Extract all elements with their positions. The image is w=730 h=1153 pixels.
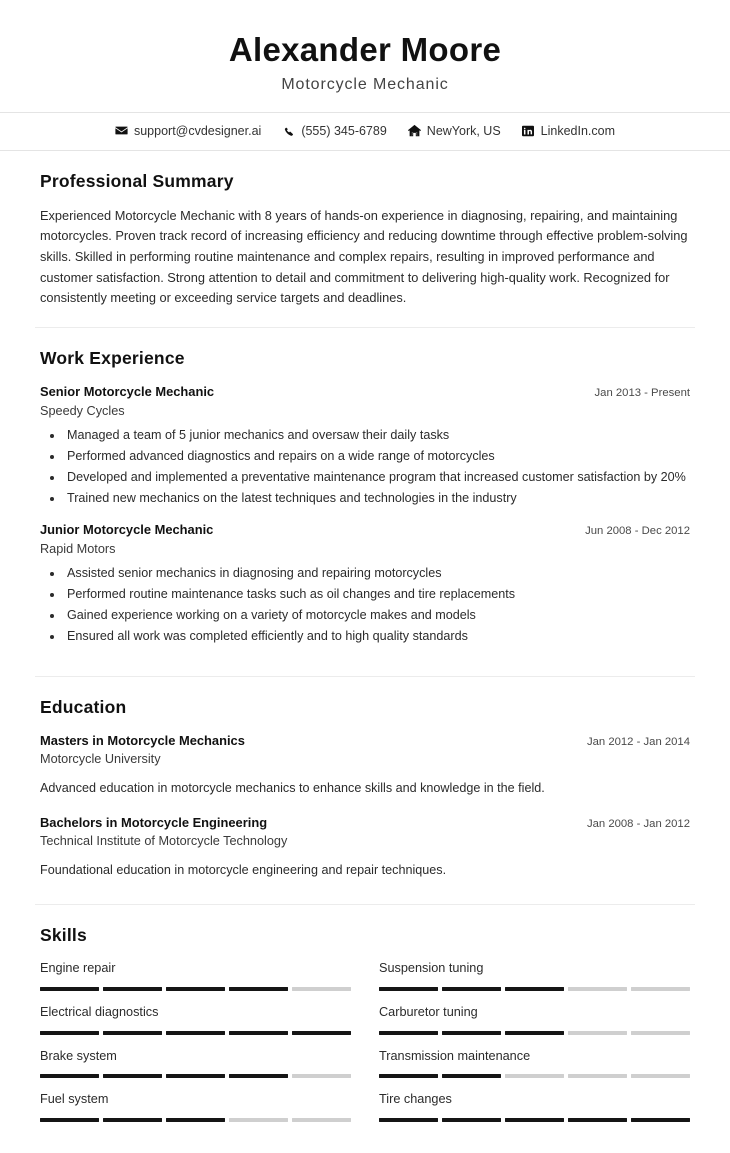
skill-level-segment: [40, 1074, 99, 1078]
skill-level-segment: [166, 1031, 225, 1035]
resume-header: [0, 0, 730, 112]
skill-level-bar: [379, 1031, 690, 1035]
phone-icon: [282, 124, 295, 137]
education-section-title: Education: [40, 696, 127, 717]
work-entry-date: Jan 2013 - Present: [594, 387, 690, 400]
skill-level-segment: [568, 1074, 627, 1078]
skill-level-segment: [40, 987, 99, 991]
skill-level-segment: [505, 1031, 564, 1035]
skill-level-segment: [442, 1118, 501, 1122]
skills-grid: [40, 960, 690, 1135]
skill-level-segment: [568, 1118, 627, 1122]
skill-level-bar: [40, 1074, 351, 1078]
skill-level-segment: [505, 987, 564, 991]
skill-level-segment: [505, 1074, 564, 1078]
section-divider: [35, 676, 695, 677]
skill-level-segment: [40, 1031, 99, 1035]
summary-section: [0, 171, 730, 310]
skill-level-segment: [166, 1074, 225, 1078]
skill-level-segment: [103, 1118, 162, 1122]
skill-level-segment: [40, 1118, 99, 1122]
skill-name: Fuel system: [40, 1092, 109, 1107]
skill-level-bar: [379, 1074, 690, 1078]
skill-level-segment: [442, 1031, 501, 1035]
education-entry: [40, 814, 690, 880]
work-entry-role: Senior Motorcycle Mechanic: [40, 384, 215, 400]
work-entry-bullets: [40, 426, 690, 508]
skill-item: [379, 1091, 690, 1135]
skill-level-segment: [166, 987, 225, 991]
home-icon: [408, 124, 421, 137]
education-entry-description: Advanced education in motorcycle mechanics to enhance skills and knowledge in the field.: [40, 780, 545, 795]
skill-level-segment: [292, 987, 351, 991]
education-entry-date: Jan 2012 - Jan 2014: [586, 735, 690, 748]
list-item: • Ensured all work was completed efficiently and to high quality standards: [64, 627, 690, 647]
skill-item: [40, 1004, 351, 1048]
skill-level-segment: [631, 1118, 690, 1122]
education-entry-degree: Masters in Motorcycle Mechanics: [40, 732, 245, 748]
skill-level-segment: [166, 1118, 225, 1122]
skill-level-segment: [379, 987, 438, 991]
education-entry-school: Technical Institute of Motorcycle Technology: [40, 834, 288, 849]
work-entry-header: [40, 521, 690, 540]
education-entry-header: [40, 814, 690, 833]
work-entry-list: [40, 383, 690, 646]
work-entry-company: Rapid Motors: [40, 542, 116, 557]
skill-name: Electrical diagnostics: [40, 1004, 159, 1019]
skill-level-segment: [103, 1031, 162, 1035]
list-item: • Gained experience working on a variety of motorcycle makes and models: [64, 606, 690, 626]
skill-item: [379, 960, 690, 1004]
list-item: • Managed a team of 5 junior mechanics and oversaw their daily tasks: [64, 426, 690, 446]
skill-level-segment: [442, 1074, 501, 1078]
envelope-icon: [115, 124, 128, 137]
skill-level-segment: [631, 1074, 690, 1078]
skill-level-bar: [379, 987, 690, 991]
education-section: [0, 697, 730, 905]
section-divider: [35, 327, 695, 328]
skill-level-segment: [505, 1118, 564, 1122]
skills-section-title: Skills: [40, 925, 87, 946]
skill-level-segment: [229, 1118, 288, 1122]
skill-level-bar: [40, 1118, 351, 1122]
skill-level-segment: [379, 1118, 438, 1122]
contact-linkedin[interactable]: [522, 124, 615, 138]
work-section-title: Work Experience: [40, 348, 185, 369]
list-item: • Assisted senior mechanics in diagnosing and repairing motorcycles: [64, 564, 690, 584]
skills-section: [0, 925, 730, 1153]
skill-level-segment: [103, 987, 162, 991]
skill-item: [40, 1048, 351, 1092]
skill-level-bar: [379, 1118, 690, 1122]
skill-level-segment: [229, 1031, 288, 1035]
skill-level-segment: [103, 1074, 162, 1078]
contact-bar: [0, 112, 730, 151]
list-item: • Trained new mechanics on the latest techniques and technologies in the industry: [64, 489, 690, 509]
skill-name: Tire changes: [379, 1092, 452, 1107]
skill-level-segment: [379, 1074, 438, 1078]
skill-level-segment: [568, 1031, 627, 1035]
skill-level-segment: [631, 987, 690, 991]
work-entry-header: [40, 383, 690, 402]
skill-level-segment: [442, 987, 501, 991]
skill-name: Suspension tuning: [379, 961, 484, 976]
education-entry-list: [40, 732, 690, 881]
education-entry-degree: Bachelors in Motorcycle Engineering: [40, 814, 268, 830]
list-item: • Developed and implemented a preventative maintenance program that increased customer satisfaction by 20%: [64, 468, 690, 488]
skill-name: Engine repair: [40, 961, 116, 976]
skill-name: Transmission maintenance: [379, 1048, 531, 1063]
skill-level-segment: [229, 987, 288, 991]
education-entry-header: [40, 732, 690, 751]
skill-level-segment: [631, 1031, 690, 1035]
skill-level-bar: [40, 1031, 351, 1035]
linkedin-icon: [522, 124, 535, 137]
work-experience-section: [0, 348, 730, 675]
page-title: Alexander Moore: [228, 31, 502, 68]
section-divider: [35, 904, 695, 905]
skill-item: [379, 1048, 690, 1092]
work-entry-bullets: [40, 564, 690, 646]
list-item: • Performed advanced diagnostics and repairs on a wide range of motorcycles: [64, 447, 690, 467]
skill-item: [40, 960, 351, 1004]
skill-level-segment: [292, 1031, 351, 1035]
contact-email[interactable]: [115, 124, 261, 138]
skill-level-segment: [292, 1074, 351, 1078]
skill-item: [379, 1004, 690, 1048]
skill-level-segment: [379, 1031, 438, 1035]
work-entry: [40, 383, 690, 508]
education-entry-date: Jan 2008 - Jan 2012: [586, 817, 690, 830]
contact-phone-label: (555) 345-6789: [301, 123, 387, 138]
summary-text: Experienced Motorcycle Mechanic with 8 years of hands-on experience in diagnosing, repairing, and maintaining motorcycles. Proven track record of increasing efficiency and reducing downtime through effective problem-solving skills. Skilled in performing routine maintenance and complex repairs, resulting in improved performance and customer satisfaction. Strong attention to detail and commitment to delivering high-quality work. Recognized for consistently meeting or exceeding service targets and deadlines.: [40, 207, 688, 306]
work-entry-role: Junior Motorcycle Mechanic: [40, 522, 214, 538]
skill-level-segment: [568, 987, 627, 991]
contact-linkedin-label: LinkedIn.com: [540, 123, 616, 138]
education-entry-school: Motorcycle University: [40, 752, 161, 767]
education-entry-description: Foundational education in motorcycle engineering and repair techniques.: [40, 862, 447, 877]
contact-location[interactable]: [408, 124, 501, 138]
skill-name: Carburetor tuning: [379, 1004, 478, 1019]
skill-level-segment: [292, 1118, 351, 1122]
skill-level-segment: [229, 1074, 288, 1078]
work-entry-company: Speedy Cycles: [40, 403, 125, 418]
skill-level-bar: [40, 987, 351, 991]
list-item: • Performed routine maintenance tasks such as oil changes and tire replacements: [64, 585, 690, 605]
work-entry: [40, 521, 690, 646]
summary-section-title: Professional Summary: [40, 170, 234, 191]
job-title: Motorcycle Mechanic: [281, 75, 449, 93]
work-entry-date: Jun 2008 - Dec 2012: [585, 525, 690, 538]
skill-item: [40, 1091, 351, 1135]
contact-email-label: support@cvdesigner.ai: [133, 123, 262, 138]
education-entry: [40, 732, 690, 798]
skill-name: Brake system: [40, 1048, 117, 1063]
contact-phone[interactable]: [282, 124, 386, 138]
contact-location-label: NewYork, US: [426, 123, 501, 138]
